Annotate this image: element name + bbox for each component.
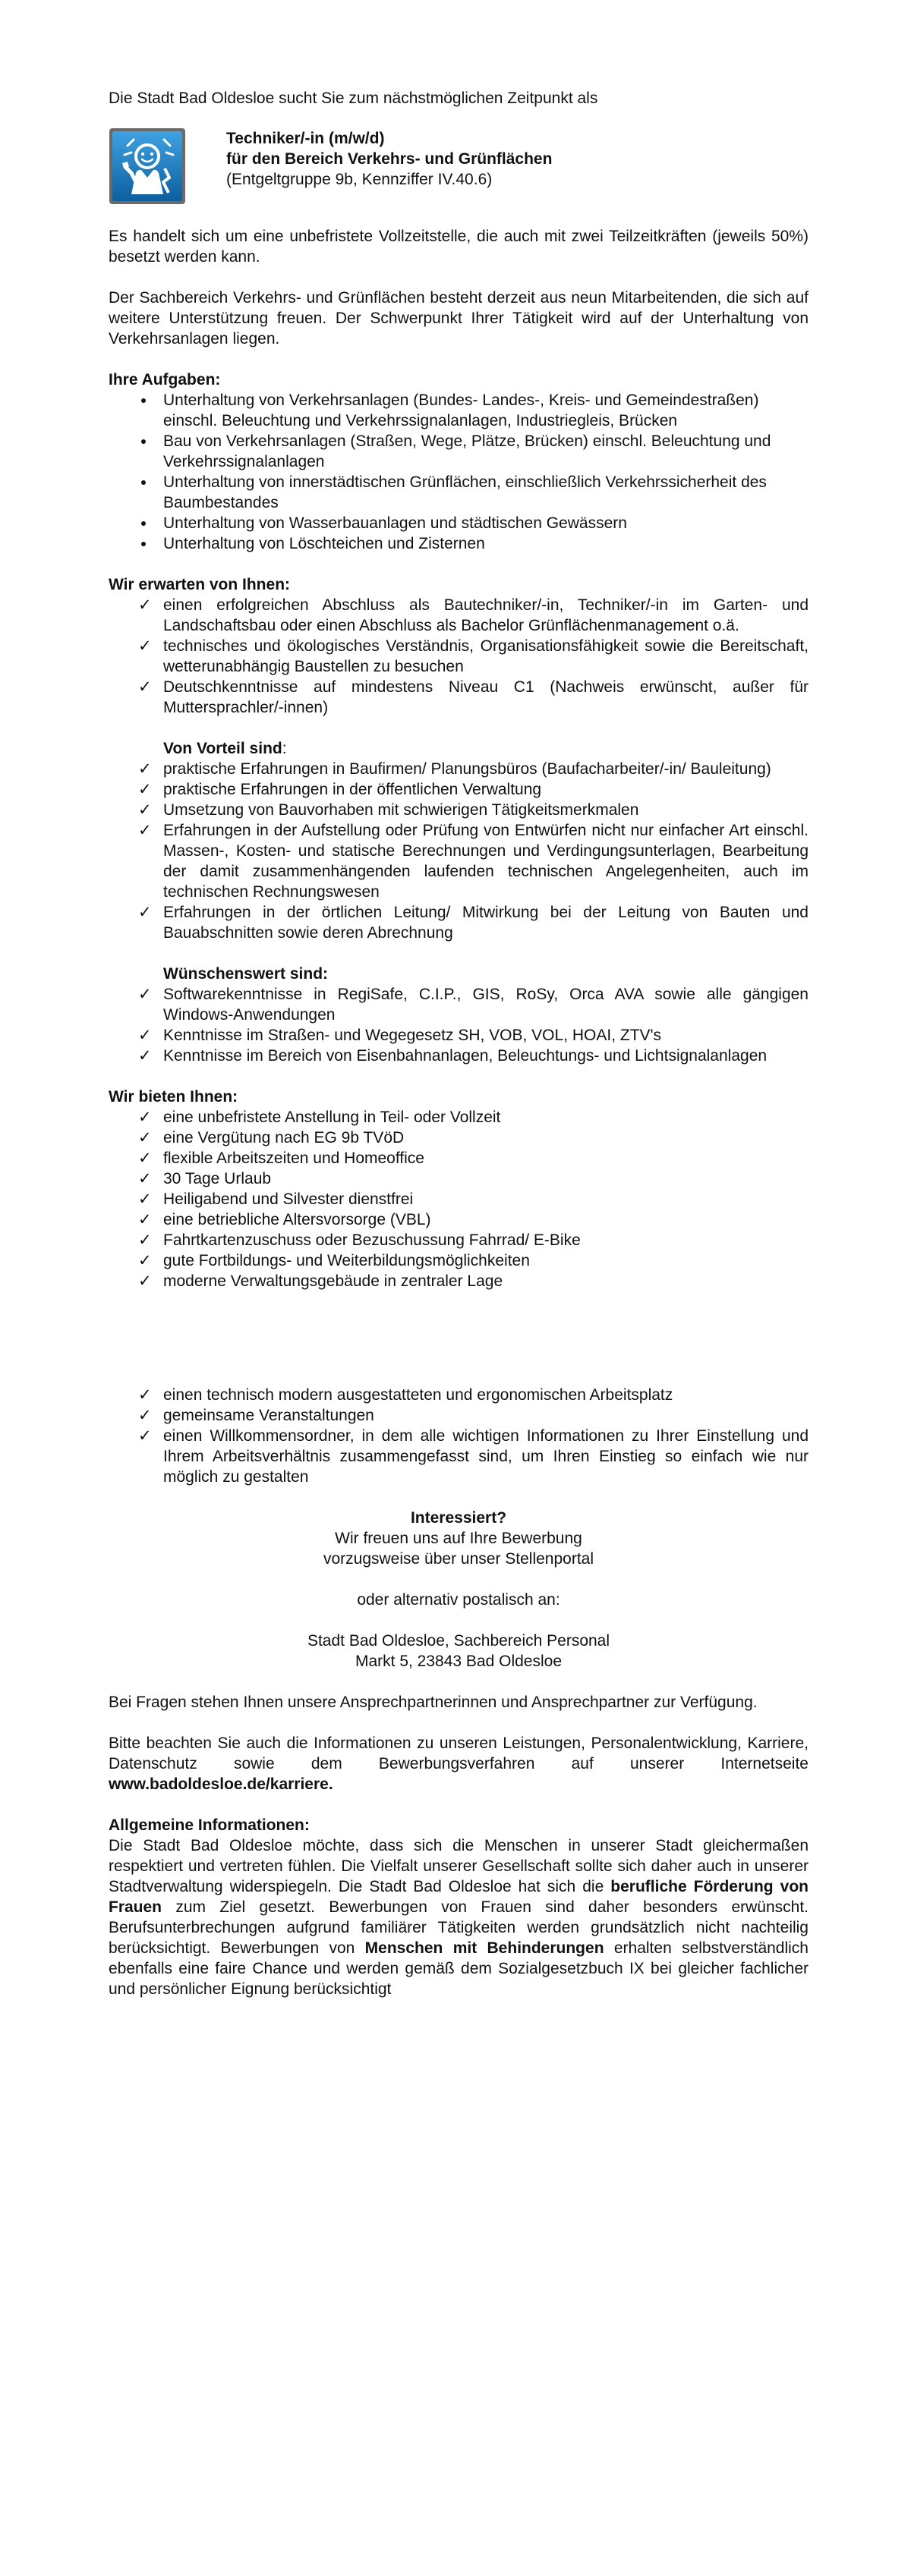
checkmark-icon: ✓ bbox=[138, 904, 152, 921]
checkmark-icon: ✓ bbox=[138, 1407, 152, 1424]
checkmark-icon: ✓ bbox=[138, 596, 152, 614]
list-item: ✓ Erfahrungen in der Aufstellung oder Prüfung von Entwürfen nicht nur einfacher Art einschl. Massen-, Kosten- und statische Berechnungen und Verdingungsunterlagen, Bearbeitung der damit zusammenhängenden laufenden technischen Angelegenheiten, auch im technischen Rechnungswesen bbox=[138, 822, 809, 901]
checkmark-icon: ✓ bbox=[138, 801, 152, 819]
checkmark-icon: ✓ bbox=[138, 822, 152, 839]
list-item: ✓ eine Vergütung nach EG 9b TVöD bbox=[138, 1129, 405, 1146]
advantage-list bbox=[109, 759, 809, 943]
list-item: ✓ Heiligabend und Silvester dienstfrei bbox=[138, 1190, 414, 1208]
intro-text: Die Stadt Bad Oldesloe sucht Sie zum nächstmöglichen Zeitpunkt als bbox=[109, 90, 598, 107]
checkmark-icon: ✓ bbox=[138, 1252, 152, 1269]
checkmark-icon: ✓ bbox=[138, 1231, 152, 1249]
general-heading: Allgemeine Informationen: bbox=[109, 1816, 310, 1834]
list-item: ✓ moderne Verwaltungsgebäude in zentraler Lage bbox=[138, 1272, 503, 1290]
apply-alternative: oder alternativ postalisch an: bbox=[357, 1591, 560, 1609]
list-item: ✓ flexible Arbeitszeiten und Homeoffice bbox=[138, 1150, 424, 1167]
list-item: ✓ Softwarekenntnisse in RegiSafe, C.I.P., GIS, RoSy, Orca AVA sowie alle gängigen Windows-Anwendungen bbox=[138, 986, 809, 1024]
postal-address: Stadt Bad Oldesloe, Sachbereich Personal bbox=[307, 1632, 610, 1650]
list-item: Unterhaltung von Verkehrsanlagen (Bundes- Landes-, Kreis- und Gemeindestraßen) einschl. Beleuchtung und Verkehrssignalanlagen, Industriegleis, Brücken bbox=[109, 390, 809, 431]
checkmark-icon: ✓ bbox=[138, 1211, 152, 1228]
tasks-list bbox=[109, 390, 809, 554]
list-item: ✓ 30 Tage Urlaub bbox=[138, 1170, 272, 1187]
expect-heading: Wir erwarten von Ihnen: bbox=[109, 576, 291, 593]
desirable-heading: Wünschenswert sind: bbox=[163, 965, 329, 983]
questions-text: Bei Fragen stehen Ihnen unsere Ansprechpartnerinnen und Ansprechpartner zur Verfügung. bbox=[109, 1694, 758, 1711]
list-item: ✓ gute Fortbildungs- und Weiterbildungsmöglichkeiten bbox=[138, 1252, 530, 1269]
list-item: ✓ Deutschkenntnisse auf mindestens Niveau C1 (Nachweis erwünscht, außer für Muttersprachler/-innen) bbox=[138, 678, 809, 716]
list-item: Unterhaltung von Wasserbauanlagen und städtischen Gewässern bbox=[109, 513, 809, 533]
checkmark-icon: ✓ bbox=[138, 986, 152, 1003]
checkmark-icon: ✓ bbox=[138, 678, 152, 696]
team-paragraph: Der Sachbereich Verkehrs- und Grünflächen besteht derzeit aus neun Mitarbeitenden, die sich auf weitere Unterstützung freuen. Der Schwerpunkt Ihrer Tätigkeit wird auf der Unterhaltung von Verkehrsanlagen liegen. bbox=[109, 289, 809, 348]
apply-heading: Interessiert? bbox=[410, 1509, 507, 1527]
list-item: ✓ Fahrtkartenzuschuss oder Bezuschussung Fahrrad/ E-Bike bbox=[138, 1231, 581, 1249]
postal-address: Markt 5, 23843 Bad Oldesloe bbox=[355, 1653, 562, 1670]
list-item: ✓ Erfahrungen in der örtlichen Leitung/ Mitwirkung bei der Leitung von Bauten und Bauabschnitten sowie deren Abrechnung bbox=[138, 904, 809, 942]
list-item: Bau von Verkehrsanlagen (Straßen, Wege, Plätze, Brücken) einschl. Beleuchtung und Verkehrssignalanlagen bbox=[109, 431, 809, 472]
checkmark-icon: ✓ bbox=[138, 1047, 152, 1065]
checkmark-icon: ✓ bbox=[138, 637, 152, 655]
list-item: ✓ eine betriebliche Altersvorsorge (VBL) bbox=[138, 1211, 431, 1228]
apply-line: Wir freuen uns auf Ihre Bewerbung bbox=[335, 1530, 582, 1547]
job-meta: (Entgeltgruppe 9b, Kennziffer IV.40.6) bbox=[226, 171, 493, 188]
list-item: Unterhaltung von Löschteichen und Zisternen bbox=[109, 533, 809, 554]
worker-tools-logo-icon bbox=[109, 127, 186, 205]
checkmark-icon: ✓ bbox=[138, 1150, 152, 1167]
list-item: Unterhaltung von innerstädtischen Grünflächen, einschließlich Verkehrssicherheit des Baumbestandes bbox=[109, 472, 809, 513]
job-title: Techniker/-in (m/w/d) bbox=[226, 130, 385, 147]
list-item: ✓ eine unbefristete Anstellung in Teil- oder Vollzeit bbox=[138, 1109, 501, 1126]
offer-list bbox=[109, 1107, 809, 1291]
tasks-heading: Ihre Aufgaben: bbox=[109, 371, 221, 388]
advantage-heading: Von Vorteil sind: bbox=[163, 740, 287, 757]
checkmark-icon: ✓ bbox=[138, 1027, 152, 1044]
apply-line: vorzugsweise über unser Stellenportal bbox=[323, 1550, 594, 1568]
offer-list-continued bbox=[109, 1385, 809, 1487]
checkmark-icon: ✓ bbox=[138, 1386, 152, 1404]
position-paragraph: Es handelt sich um eine unbefristete Vollzeitstelle, die auch mit zwei Teilzeitkräften (jeweils 50%) besetzt werden kann. bbox=[109, 228, 809, 266]
list-item: ✓ gemeinsame Veranstaltungen bbox=[138, 1407, 374, 1424]
checkmark-icon: ✓ bbox=[138, 1170, 152, 1187]
list-item: ✓ einen technisch modern ausgestatteten und ergonomischen Arbeitsplatz bbox=[138, 1386, 673, 1404]
apply-block bbox=[109, 1508, 809, 1672]
list-item: ✓ praktische Erfahrungen in der öffentlichen Verwaltung bbox=[138, 781, 542, 798]
checkmark-icon: ✓ bbox=[138, 1129, 152, 1146]
content-lower bbox=[109, 1385, 809, 1999]
list-item: ✓ Kenntnisse im Bereich von Eisenbahnanlagen, Beleuchtungs- und Lichtsignalanlagen bbox=[138, 1047, 768, 1065]
content-upper bbox=[109, 226, 809, 1291]
job-header bbox=[109, 127, 809, 211]
desirable-list bbox=[109, 984, 809, 1066]
checkmark-icon: ✓ bbox=[138, 1272, 152, 1290]
list-item: ✓ einen erfolgreichen Abschluss als Bautechniker/-in, Techniker/-in im Garten- und Landschaftsbau oder einen Abschluss als Bachelor Grünflächenmanagement o.ä. bbox=[138, 596, 809, 634]
checkmark-icon: ✓ bbox=[138, 1190, 152, 1208]
job-area: für den Bereich Verkehrs- und Grünflächen bbox=[226, 150, 553, 168]
list-item: ✓ einen Willkommensordner, in dem alle wichtigen Informationen zu Ihrer Einstellung und Ihrem Arbeitsverhältnis zusammengefasst sind, um Ihren Einstieg so einfach wie nur möglich zu gestalten bbox=[138, 1427, 809, 1486]
expect-list bbox=[109, 595, 809, 718]
checkmark-icon: ✓ bbox=[138, 781, 152, 798]
checkmark-icon: ✓ bbox=[138, 1109, 152, 1126]
offer-heading: Wir bieten Ihnen: bbox=[109, 1088, 238, 1106]
general-text: Die Stadt Bad Oldesloe möchte, dass sich die Menschen in unserer Stadt gleichermaßen respektiert und vertreten fühlen. Die Vielfalt unserer Gesellschaft sollte sich daher auch in unserer Stadtverwaltung widerspiegeln. Die Stadt Bad Oldesloe hat sich die berufliche Förderung von Frauen zum Ziel gesetzt. Bewerbungen von Frauen sind daher besonders erwünscht. Berufsunterbrechungen aufgrund familiärer Tätigkeiten werden grundsätzlich nicht nachteilig berücksichtigt. Bewerbungen von Menschen mit Behinderungen erhalten selbstverständlich ebenfalls eine faire Chance und werden gemäß dem Sozialgesetzbuch IX bei gleicher fachlicher und persönlicher Eignung berücksichtigt bbox=[109, 1837, 809, 1998]
list-item: ✓ Kenntnisse im Straßen- und Wegegesetz SH, VOB, VOL, HOAI, ZTV's bbox=[138, 1027, 662, 1044]
notice-text: Bitte beachten Sie auch die Informationen zu unseren Leistungen, Personalentwicklung, Karriere, Datenschutz sowie dem Bewerbungsverfahren auf unserer Internetseite www.badoldesloe.de/karriere. bbox=[109, 1735, 809, 1793]
career-link[interactable]: www.badoldesloe.de/karriere. bbox=[109, 1776, 333, 1793]
list-item: ✓ Umsetzung von Bauvorhaben mit schwierigen Tätigkeitsmerkmalen bbox=[138, 801, 639, 819]
list-item: ✓ technisches und ökologisches Verständnis, Organisationsfähigkeit sowie die Bereitschaft, wetterunabhängig Baustellen zu besuchen bbox=[138, 637, 809, 675]
list-item: ✓ praktische Erfahrungen in Baufirmen/ Planungsbüros (Baufacharbeiter/-in/ Bauleitung) bbox=[138, 760, 771, 778]
checkmark-icon: ✓ bbox=[138, 760, 152, 778]
checkmark-icon: ✓ bbox=[138, 1427, 152, 1445]
